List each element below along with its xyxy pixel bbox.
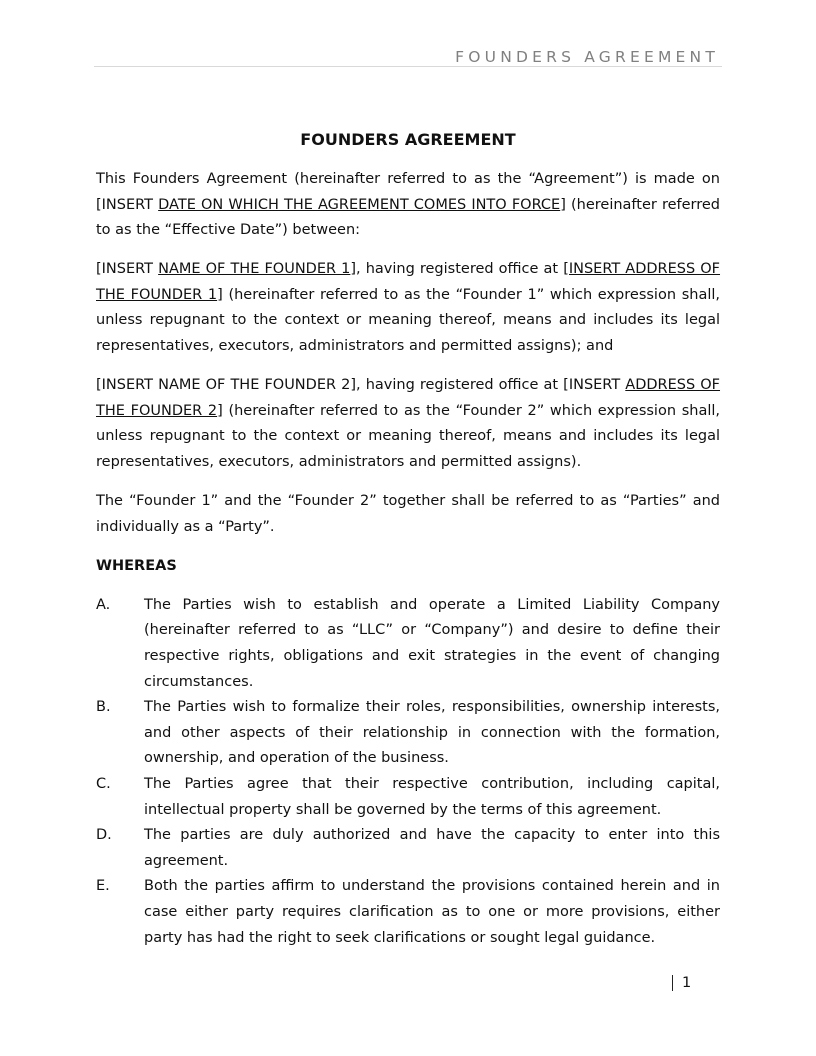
recital-letter: B. (96, 699, 111, 716)
page-footer (672, 972, 691, 994)
recital-item (96, 772, 720, 823)
intro-text-1: This Founders Agreement (hereinafter referred to as the “Agreement”) is made on [INSERT (96, 171, 720, 213)
footer-divider (672, 975, 673, 991)
founder2-paragraph (96, 373, 720, 475)
founder1-text-3: ], having registered office at (350, 261, 564, 278)
founder2-text-1: [INSERT NAME OF THE FOUNDER 2], having registered office at [INSERT (96, 377, 626, 394)
recital-letter: C. (96, 775, 111, 792)
founder1-text-1: [INSERT (96, 261, 159, 278)
page-number: 1 (682, 975, 692, 991)
parties-paragraph: The “Founder 1” and the “Founder 2” together shall be referred to as “Parties” and individually as a “Party”. (96, 493, 720, 535)
recital-item (96, 874, 720, 951)
recital-text: Both the parties affirm to understand the provisions contained herein and in case either party requires clarification as to one or more provisions, either party has had the right to seek clarifications or sought legal guidance. (144, 878, 720, 946)
recital-letter: D. (96, 827, 112, 844)
document-body (96, 128, 720, 951)
intro-paragraph (96, 167, 720, 244)
founder2-address-placeholder: ADDRESS OF THE FOUNDER 2 (96, 377, 721, 419)
intro-text-3: ] (hereinafter referred to as the “Effective Date”) between: (96, 196, 721, 239)
founder1-text-5: ] (hereinafter referred to as the “Founder 1” which expression shall, unless repugnant to the context or meaning thereof, means and includes its legal representatives, executors, administrators and permitted assigns); and (96, 286, 720, 355)
recital-text: The Parties wish to formalize their roles, responsibilities, ownership interests, and other aspects of their relationship in connection with the formation, ownership, and operation of the business. (144, 699, 720, 767)
recital-text: The Parties wish to establish and operate a Limited Liability Company (hereinafter referred to as “LLC” or “Company”) and desire to define their respective rights, obligations and exit strategies in the event of changing circumstances. (144, 596, 720, 690)
recital-letter: E. (96, 878, 110, 895)
founder2-text-3: ] (hereinafter referred to as the “Founder 2” which expression shall, unless repugnant to the context or meaning thereof, means and includes its legal representatives, executors, administrators and permitted assigns). (96, 402, 720, 470)
recital-item (96, 823, 720, 874)
founder1-paragraph (96, 257, 720, 359)
page-header: FOUNDERS AGREEMENT (455, 48, 719, 66)
recital-item (96, 695, 720, 772)
header-divider (94, 66, 722, 67)
document-title: FOUNDERS AGREEMENT (300, 130, 516, 149)
founder1-address-placeholder: [INSERT ADDRESS OF THE FOUNDER 1 (96, 261, 721, 303)
effective-date-placeholder: DATE ON WHICH THE AGREEMENT COMES INTO FORCE (158, 196, 561, 213)
recital-item (96, 593, 720, 695)
whereas-heading: WHEREAS (96, 557, 177, 574)
recital-text: The Parties agree that their respective contribution, including capital, intellectual property shall be governed by the terms of this agreement. (144, 775, 720, 818)
recital-text: The parties are duly authorized and have the capacity to enter into this agreement. (144, 827, 720, 869)
founder1-name-placeholder: NAME OF THE FOUNDER 1 (158, 261, 351, 278)
recital-letter: A. (96, 596, 111, 613)
